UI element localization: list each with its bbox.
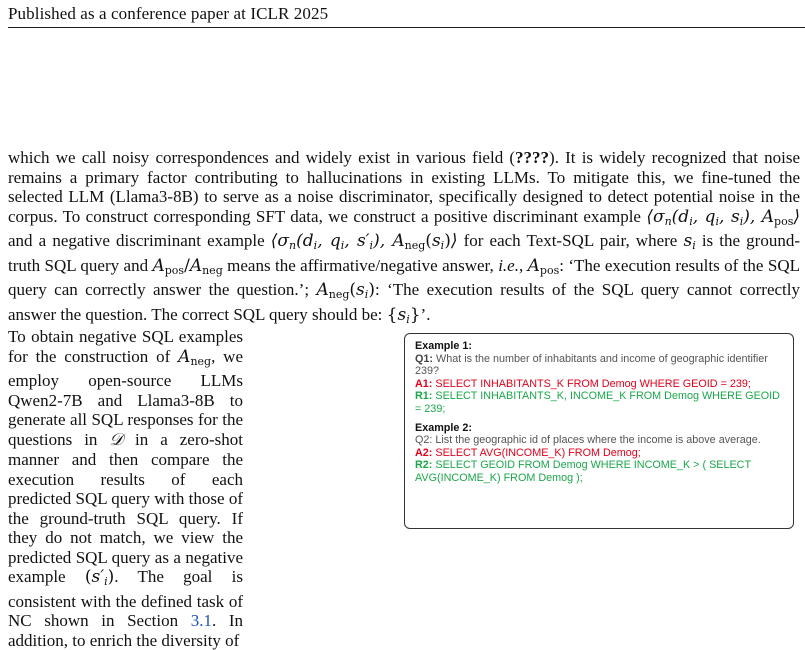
example-1-title: Example 1: [415,340,473,352]
example-2-title: Example 2: [415,421,473,434]
missing-citation: ???? [515,148,550,167]
math-aneg: $A_{neg}$ [178,346,212,368]
example-1-reference: R1: SELECT INHABITANTS_K, INCOME_K FROM Demog WHERE GEOID = 239; [415,390,780,415]
running-header: Published as a conference paper at ICLR 2025 [8,4,329,23]
math-apos: $A_{pos}$ [527,255,560,277]
example-box [404,333,794,529]
math-aneg-si: $A_{neg}(si)$ [316,280,375,301]
section-link[interactable]: 3.1 [190,611,212,630]
body-paragraph-1: which we call noisy correspondences and widely exist in various field (????). It is widely recognized that noise remains a primary factor contributing to hallucinations in existing LLMs. To mitigate this, we fine-tuned the selected LLM (Llama3-8B) to serve as a noise discriminator, specifically designed to detect potential noise in the corpus. To construct corresponding SFT data, we construct a positive discriminant example ⟨σn(di, qi, si), $A_{pos}⟩$ and a negative discriminant example ⟨σn(di, qi, s′i), $A_{neg}(si)⟩$ for each Text-SQL pair, where si is the ground-truth SQL query and $A_{pos}/A_{neg}$ means the affirmative/negative answer, i.e., $A_{pos}$: ‘The execution results of the SQL query can correctly answer the question.’; $A_{neg}(si)$: ‘The execution results of the SQL query cannot correctly answer the question. The correct SQL query should be: {si}’. [8,148,801,326]
header-rule [8,27,805,28]
math-apos-aneg: $A_{pos}/A_{neg}$ [152,255,223,277]
example-2-answer: A2: SELECT AVG(INCOME_K) FROM Demog; [415,446,641,459]
body-paragraph-2: To obtain negative SQL examples for the construction of $A_{neg}$, we employ open-source LLMs Qwen2-7B and Llama3-8B to generate all SQL responses for the questions in 𝒟 in a zero-shot manner and then compare the execution results of each predicted SQL query with those of the ground-truth SQL query. If they do not match, we view the predicted SQL query as a negative example (s′i). The goal is consistent with the defined task of NC shown in Section 3.1. In addition, to enrich the diversity of [8,327,243,650]
math-dataset-d: 𝒟 [109,429,123,450]
example-1-question: Q1: What is the number of inhabitants and income of geographic identifier 239? [415,352,768,378]
math-set-si: {si} [386,304,421,326]
math-positive-example: ⟨σn(di, qi, si), $A_{pos}⟩$ [646,206,800,228]
example-2-reference: R2: SELECT GEOID FROM Demog WHERE INCOME_K > ( SELECT AVG(INCOME_K) FROM Demog ); [415,459,751,484]
example-1-answer: A1: SELECT INHABITANTS_K FROM Demog WHERE GEOID = 239; [415,377,751,390]
example-2-question: Q2: List the geographic id of places where the income is above average. [415,434,761,447]
math-s-prime: (s′i) [84,567,115,588]
math-si: si [683,231,696,252]
math-negative-example: ⟨σn(di, qi, s′i), $A_{neg}(si)⟩$ [270,231,458,252]
